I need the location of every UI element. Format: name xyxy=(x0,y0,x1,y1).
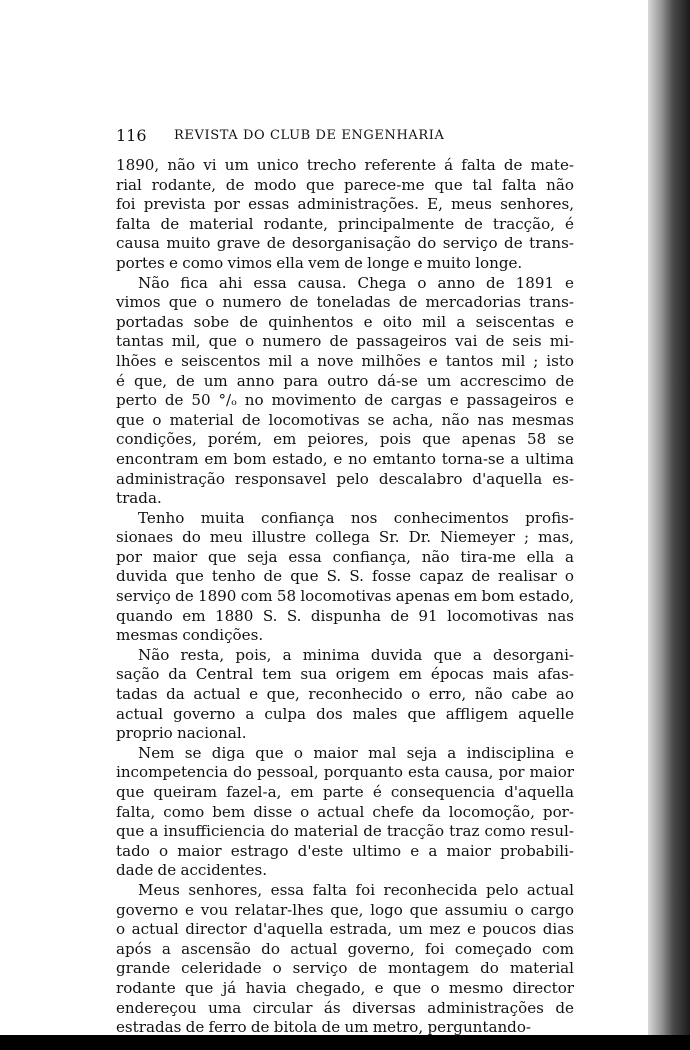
text-line: actual governo a culpa dos males que affligem aquelle xyxy=(116,704,574,723)
text-line: falta, como bem disse o actual chefe da locomoção, por- xyxy=(116,802,574,821)
page-header xyxy=(116,126,576,148)
text-line: é que, de um anno para outro dá-se um accrescimo de xyxy=(116,371,574,390)
text-line: sionaes do meu illustre collega Sr. Dr. Niemeyer ; mas, xyxy=(116,528,574,547)
text-line: Meus senhores, essa falta foi reconhecida pelo actual xyxy=(138,880,574,899)
text-line: portes e como vimos ella vem de longe e muito longe. xyxy=(116,253,523,272)
paragraph xyxy=(116,881,574,1035)
paragraph xyxy=(116,646,574,744)
page-edge-shadow xyxy=(648,0,690,1035)
text-line: foi prevista por essas administrações. E, meus senhores, xyxy=(116,195,574,214)
text-line: que a insufficiencia do material de tracção traz como resul- xyxy=(116,822,574,841)
text-line: endereçou uma circular ás diversas administrações de xyxy=(116,998,574,1017)
text-line: 1890, não vi um unico trecho referente á falta de mate- xyxy=(116,156,574,174)
text-line: tado o maior estrago d'este ultimo e a maior probabili- xyxy=(116,841,574,860)
text-line: encontram em bom estado, e no emtanto torna-se a ultima xyxy=(116,449,574,468)
text-line: perto de 50 °/ₒ no movimento de cargas e passageiros e xyxy=(116,391,574,410)
text-line: falta de material rodante, principalmente de tracção, é xyxy=(116,214,574,233)
text-line: após a ascensão do actual governo, foi começado com xyxy=(116,939,574,958)
text-line: Nem se diga que o maior mal seja a indisciplina e xyxy=(138,743,574,762)
text-line: trada. xyxy=(116,489,162,508)
text-line: serviço de 1890 com 58 locomotivas apenas em bom estado, xyxy=(116,587,574,606)
text-line: condições, porém, em peiores, pois que apenas 58 se xyxy=(116,430,574,449)
text-line: tadas da actual e que, reconhecido o erro, não cabe ao xyxy=(116,685,574,704)
text-line: causa muito grave de desorganisação do serviço de trans- xyxy=(116,234,574,253)
text-line: que queiram fazel-a, em parte é consequencia d'aquella xyxy=(116,783,574,801)
text-line: o actual director d'aquella estrada, um mez e poucos dias xyxy=(116,920,574,939)
text-line: Tenho muita confiança nos conhecimentos profis- xyxy=(138,508,574,527)
text-line: proprio nacional. xyxy=(116,724,247,743)
paragraph xyxy=(116,744,574,881)
paragraph xyxy=(116,509,574,646)
text-line: governo e vou relatar-lhes que, logo que assumiu o cargo xyxy=(116,900,574,919)
text-line: Não fica ahi essa causa. Chega o anno de 1891 e xyxy=(138,273,574,292)
text-line: sação da Central tem sua origem em épocas mais afas- xyxy=(116,665,574,684)
running-title: REVISTA DO CLUB DE ENGENHARIA xyxy=(174,128,445,143)
paragraph xyxy=(116,156,574,274)
text-line: por maior que seja essa confiança, não tira-me ella a xyxy=(116,547,574,566)
text-line: tantas mil, que o numero de passageiros vai de seis mi- xyxy=(116,332,574,351)
body-text xyxy=(116,156,574,1035)
page-number: 116 xyxy=(116,126,147,145)
text-line: dade de accidentes. xyxy=(116,861,268,880)
scan-border xyxy=(0,1035,690,1050)
text-line: que o material de locomotivas se acha, não nas mesmas xyxy=(116,410,574,429)
text-line: grande celeridade o serviço de montagem do material xyxy=(116,959,574,978)
text-line: rodante que já havia chegado, e que o mesmo director xyxy=(116,978,574,997)
text-line: estradas de ferro de bitola de um metro, perguntando- xyxy=(116,1018,532,1035)
paragraph xyxy=(116,274,574,509)
text-line: quando em 1880 S. S. dispunha de 91 locomotivas nas xyxy=(116,606,574,625)
text-line: administração responsavel pelo descalabro d'aquella es- xyxy=(116,469,574,488)
text-line: vimos que o numero de toneladas de mercadorias trans- xyxy=(116,293,574,312)
text-line: incompetencia do pessoal, porquanto esta causa, por maior xyxy=(116,763,574,782)
text-line: lhões e seiscentos mil a nove milhões e tantos mil ; isto xyxy=(116,351,574,370)
text-line: Não resta, pois, a minima duvida que a desorgani- xyxy=(138,645,574,664)
text-line: mesmas condições. xyxy=(116,626,264,645)
text-line: duvida que tenho de que S. S. fosse capaz de realisar o xyxy=(116,567,574,586)
text-line: portadas sobe de quinhentos e oito mil a seiscentas e xyxy=(116,312,574,331)
text-line: rial rodante, de modo que parece-me que tal falta não xyxy=(116,175,574,194)
